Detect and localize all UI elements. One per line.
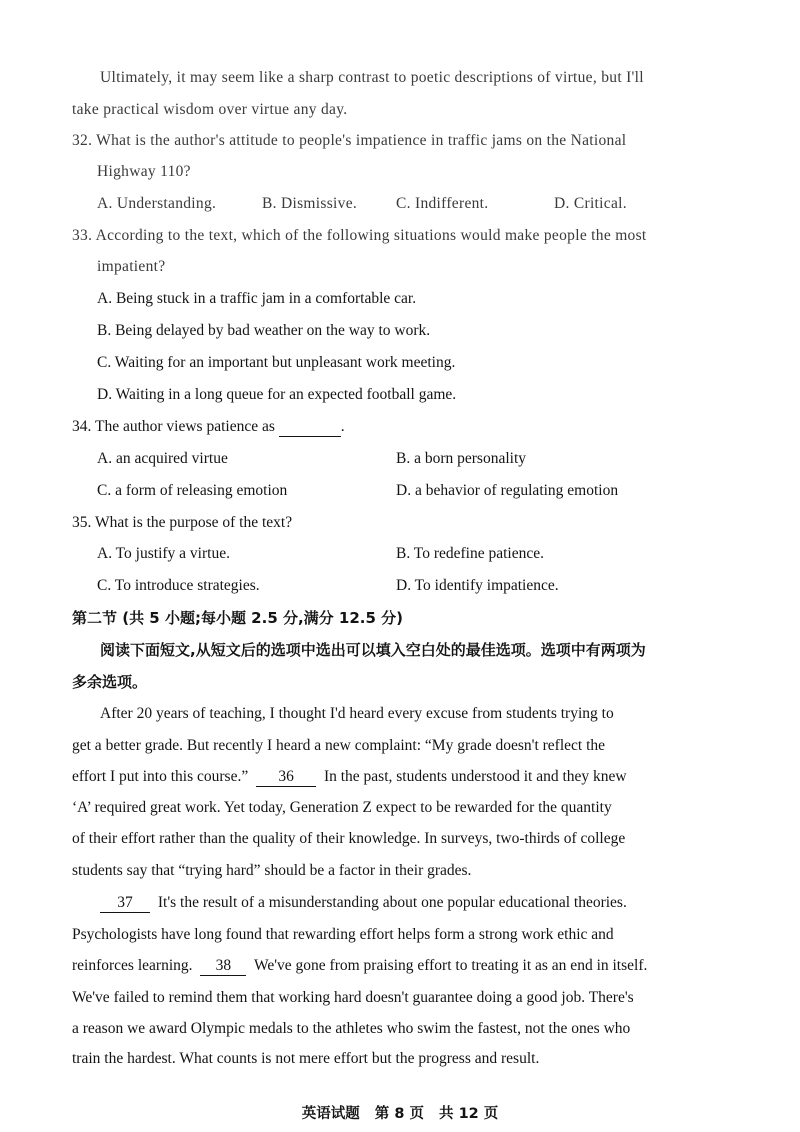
question-33-stem: 33. According to the text, which of the following situations would make people the most (72, 227, 647, 244)
footer-total-pages: 共 12 页 (439, 1106, 499, 1122)
cloze-p2-line-3 (72, 956, 647, 976)
question-35-option-a: A. To justify a virtue. (97, 545, 230, 562)
question-33-option-b: B. Being delayed by bad weather on the way to work. (97, 322, 431, 339)
question-35-option-c: C. To introduce strategies. (97, 577, 260, 594)
question-32-stem: 32. What is the author's attitude to people's impatience in traffic jams on the National (72, 132, 627, 149)
question-34-stem (72, 417, 345, 437)
question-32-stem-cont: Highway 110? (97, 163, 191, 180)
cloze-p1-line-1: After 20 years of teaching, I thought I'd heard every excuse from students trying to (100, 705, 614, 722)
cloze-p2-line-3-start: reinforces learning. (72, 957, 193, 974)
question-33-option-a: A. Being stuck in a traffic jam in a comfortable car. (97, 290, 417, 307)
section-2-heading: 第二节 (共 5 小题;每小题 2.5 分,满分 12.5 分) (72, 609, 403, 627)
question-34-option-c: C. a form of releasing emotion (97, 482, 288, 499)
question-33-stem-cont: impatient? (97, 258, 166, 275)
cloze-p2-line-2: Psychologists have long found that rewarding effort helps form a strong work ethic and (72, 926, 614, 943)
question-32-option-d: D. Critical. (554, 195, 627, 212)
section-2-instruction: 阅读下面短文,从短文后的选项中选出可以填入空白处的最佳选项。选项中有两项为 (100, 641, 646, 659)
section-2-instruction-cont: 多余选项。 (72, 673, 148, 691)
cloze-p1-line-3-end: In the past, students understood it and they knew (323, 768, 627, 785)
cloze-p1-line-4: ‘A’ required great work. Yet today, Generation Z expect to be rewarded for the quantity (72, 799, 612, 816)
blank-38: 38 (200, 957, 246, 976)
question-32-option-b: B. Dismissive. (262, 195, 358, 212)
question-32-option-c: C. Indifferent. (396, 195, 489, 212)
cloze-p2-line-1-text: It's the result of a misunderstanding about one popular educational theories. (157, 894, 627, 911)
cloze-p1-line-3-start: effort I put into this course.” (72, 768, 249, 785)
cloze-p1-line-3 (72, 767, 627, 787)
cloze-p2-line-6: train the hardest. What counts is not mere effort but the progress and result. (72, 1050, 540, 1067)
cloze-p2-line-3-end: We've gone from praising effort to treating it as an end in itself. (253, 957, 648, 974)
page-footer (0, 1102, 800, 1123)
footer-page-number: 第 8 页 (374, 1106, 424, 1122)
footer-subject: 英语试题 (301, 1106, 360, 1122)
passage-end-line-2: take practical wisdom over virtue any day. (72, 101, 348, 118)
cloze-p1-line-5: of their effort rather than the quality of their knowledge. In surveys, two-thirds of college (72, 830, 626, 847)
cloze-p2-line-5: a reason we award Olympic medals to the athletes who swim the fastest, not the ones who (72, 1020, 631, 1037)
question-35-option-d: D. To identify impatience. (396, 577, 559, 594)
passage-end-line-1: Ultimately, it may seem like a sharp contrast to poetic descriptions of virtue, but I'll (100, 69, 644, 86)
blank-36: 36 (256, 768, 316, 787)
question-34-option-a: A. an acquired virtue (97, 450, 228, 467)
question-32-option-a: A. Understanding. (97, 195, 217, 212)
cloze-p1-line-6: students say that “trying hard” should be a factor in their grades. (72, 862, 472, 879)
question-34-stem-text: 34. The author views patience as (72, 418, 275, 435)
question-35-option-b: B. To redefine patience. (396, 545, 544, 562)
question-34-option-d: D. a behavior of regulating emotion (396, 482, 619, 499)
question-33-option-c: C. Waiting for an important but unpleasant work meeting. (97, 354, 456, 371)
question-34-stem-end: . (340, 418, 345, 435)
cloze-p1-line-2: get a better grade. But recently I heard a new complaint: “My grade doesn't reflect the (72, 737, 606, 754)
blank-37: 37 (100, 894, 150, 913)
question-34-blank (279, 418, 341, 437)
question-33-option-d: D. Waiting in a long queue for an expected football game. (97, 386, 457, 403)
question-35-stem: 35. What is the purpose of the text? (72, 514, 293, 531)
cloze-p2-line-4: We've failed to remind them that working hard doesn't guarantee doing a good job. There's (72, 989, 634, 1006)
cloze-p2-line-1 (100, 893, 627, 913)
question-34-option-b: B. a born personality (396, 450, 527, 467)
